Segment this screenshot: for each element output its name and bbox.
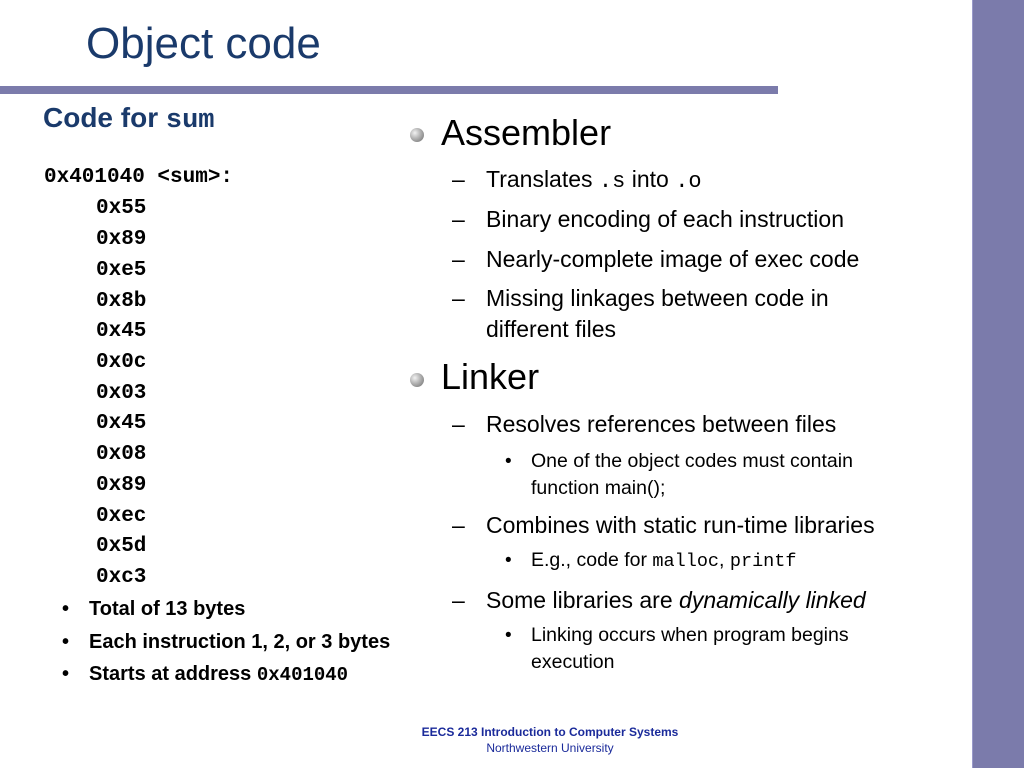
assembler-item: Binary encoding of each instruction (486, 206, 844, 232)
linker-subitem-code: printf (729, 551, 797, 572)
byte-line: 0x45 (96, 320, 147, 343)
assembler-item-code: .s (598, 169, 626, 194)
bullet-dot: • (505, 451, 512, 472)
byte-line: 0x55 (96, 197, 147, 220)
assembler-item-text: into (625, 166, 676, 192)
dash-bullet: – (452, 166, 465, 192)
assembler-heading: Assembler (441, 112, 612, 153)
byte-line: 0x89 (96, 228, 147, 251)
byte-line: 0x8b (96, 290, 147, 313)
linker-subitem: Linking occurs when program begins (531, 624, 849, 646)
dash-bullet: – (452, 512, 465, 538)
byte-line: 0x03 (96, 382, 147, 405)
byte-line: 0x5d (96, 535, 147, 558)
bullet-dot: • (505, 625, 512, 646)
bullet-dot: • (62, 663, 70, 685)
linker-item: Resolves references between files (486, 411, 837, 437)
byte-line: 0xec (96, 505, 147, 528)
linker-heading: Linker (441, 356, 540, 397)
title-rule (0, 86, 778, 94)
dash-bullet: – (452, 285, 465, 311)
left-heading (43, 102, 215, 136)
left-bullet (62, 631, 390, 654)
linker-subitem-text: E.g., code for (531, 549, 653, 571)
byte-line: 0x0c (96, 351, 147, 374)
linker-item-italic: dynamically linked (679, 587, 866, 613)
assembler-item-text: Translates (486, 166, 599, 192)
code-label-line: 0x401040 <sum>: (44, 166, 234, 189)
dash-bullet: – (452, 246, 465, 272)
assembler-item-code: .o (675, 169, 702, 194)
linker-subitem-sep: , (719, 549, 730, 571)
sphere-bullet-icon (410, 128, 424, 142)
dash-bullet: – (452, 411, 465, 437)
assembler-item: Nearly-complete image of exec code (486, 246, 860, 272)
left-bullet-code: 0x401040 (256, 664, 349, 686)
left-bullet (62, 663, 348, 686)
sphere-bullet-icon (410, 373, 424, 387)
linker-subitem: One of the object codes must contain (531, 450, 853, 472)
byte-line: 0xc3 (96, 566, 147, 589)
byte-line: 0x08 (96, 443, 147, 466)
linker-subitem-code: malloc (652, 551, 720, 572)
footer-university: Northwestern University (486, 741, 614, 755)
assembler-item (486, 166, 702, 194)
linker-item-text: Some libraries are (486, 587, 680, 613)
slide-title: Object code (86, 19, 321, 68)
left-bullet-text: Each instruction 1, 2, or 3 bytes (89, 631, 391, 653)
byte-line: 0x89 (96, 474, 147, 497)
footer-course: EECS 213 Introduction to Computer Systems (421, 725, 679, 739)
assembler-item-cont: different files (486, 316, 616, 342)
linker-subitem (531, 549, 797, 572)
linker-item (486, 587, 866, 614)
side-band (973, 0, 1024, 768)
left-bullet (62, 598, 245, 621)
left-heading-code: sum (165, 106, 215, 136)
linker-item: Combines with static run-time libraries (486, 512, 875, 538)
left-bullet-text: Total of 13 bytes (89, 598, 246, 620)
left-heading-text: Code for (43, 102, 166, 133)
byte-line: 0x45 (96, 412, 147, 435)
linker-subitem-cont: function main(); (531, 477, 666, 499)
bullet-dot: • (62, 631, 70, 653)
dash-bullet: – (452, 206, 465, 232)
assembler-item: Missing linkages between code in (486, 285, 829, 311)
bullet-dot: • (505, 550, 512, 571)
dash-bullet: – (452, 587, 465, 613)
linker-subitem-cont: execution (531, 651, 615, 673)
left-bullet-text: Starts at address (89, 663, 257, 685)
byte-line: 0xe5 (96, 259, 147, 282)
bullet-dot: • (62, 598, 70, 620)
